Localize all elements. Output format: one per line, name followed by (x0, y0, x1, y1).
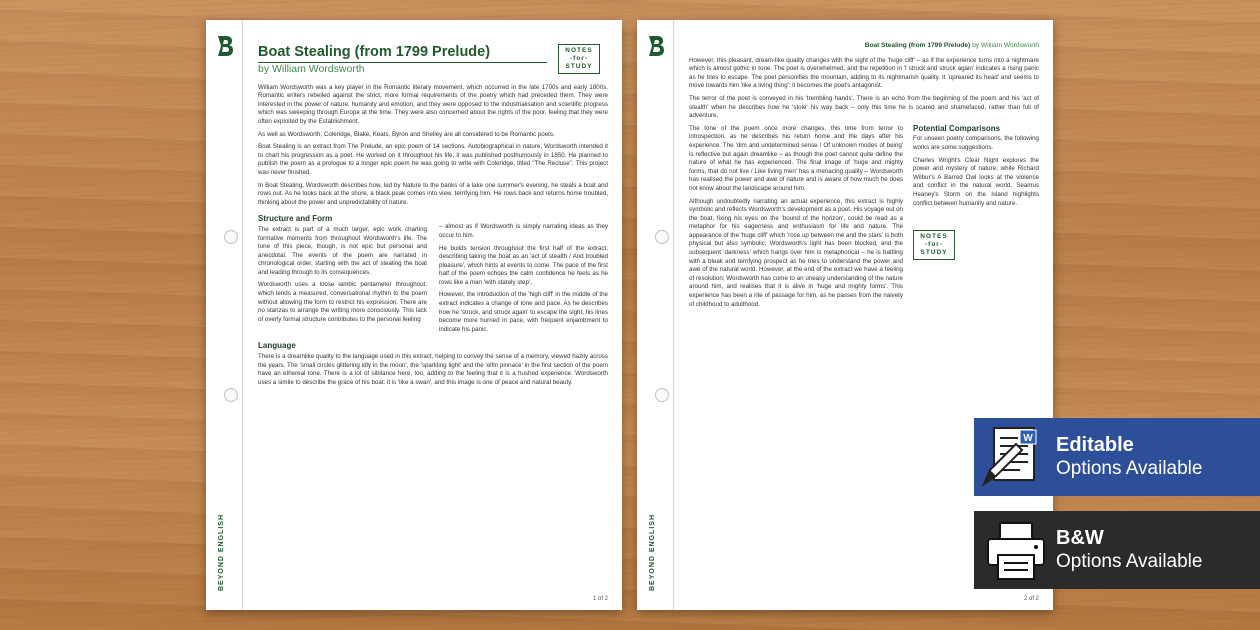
body-paragraph: However, this pleasant, dream-like quality changes with the sight of the 'huge cliff' – as if the experience turns into a nightmare which is almost gothic in tone. The poet is overwhelmed, and the repetition in 'I struck and struck again' indicates a rising panic as he tries to escape. The poet personifies the mountain, adding to its nightmarish quality. It 'upreared its head' and seems to move towards him 'like a living thing': it becomes the poet's antagonist. (689, 56, 1039, 90)
body-paragraph: There is a dreamlike quality to the language used in this extract, helping to convey the sense of a memory, viewed hazily across the years. The 'small circles glittering idly in the moon', the 'sparkling light' and the 'elfin pinnace' in the first section of the poem have an ethereal tone. There is a lot of sibilance here, too, adding to the feeling that it is a hushed experience. Wordsworth uses a simile to describe the grace of his boat: it is 'like a swan', and this image is one of peace and natural beauty. (258, 353, 608, 386)
worksheet-page-1 (206, 20, 622, 610)
body-paragraph: Charles Wright's Clear Night explores the power and mystery of nature, while Richard Wilbur's A Barred Owl looks at the violence and conflict in the natural world. Seamus Heaney's Storm on the Island highlights conflict between humanity and nature. (913, 156, 1039, 207)
body-paragraph: The terror of the poet is conveyed in his 'trembling hands'. There is an echo from the beginning of the poem and his 'act of stealth' when he describes how he 'stole' his way back – only this time he is scared and shamefaced, rather than full of adventure. (689, 94, 1039, 120)
binder-hole (224, 388, 238, 402)
beyond-logo-icon (215, 34, 235, 58)
bw-options-banner[interactable] (974, 511, 1260, 589)
section-heading: Language (258, 341, 296, 351)
running-header: Boat Stealing (from 1799 Prelude) by William Wordsworth (864, 42, 1039, 49)
notes-for-study-badge: NOTES -for- STUDY (913, 230, 955, 260)
brand-label: BEYOND ENGLISH (218, 513, 225, 591)
page-content (689, 42, 1039, 590)
right-column (439, 211, 608, 338)
body-paragraph: – almost as if Wordsworth is simply narrating ideas as they occur to him. (439, 223, 608, 239)
two-column-section (689, 125, 1039, 313)
left-column (258, 211, 427, 338)
page-sidebar (206, 20, 243, 610)
intro-paragraph: Boat Stealing is an extract from The Prelude, an epic poem of 14 sections. Autobiographical in nature, Wordsworth intended it to chart his progression as a poet. He worked on it throughout his life; it was published posthumously in 1850. He planned to publish the poem as a prologue to a longer epic poem he was going to write with Coleridge, titled "The Recluse". This project was never finished. (258, 143, 608, 176)
intro-paragraph: As well as Wordsworth, Coleridge, Blake, Keats, Byron and Shelley are all considered to be Romantic poets. (258, 130, 555, 138)
body-paragraph: Wordsworth uses a loose iambic pentameter throughout, which lends a measured, conversational rhythm to the poem without allowing the form to restrict his expression. There are no stanzas to arrange the writing more consciously. This lack of overly formal structure contributes to the personal feeling (258, 281, 427, 323)
word-document-pencil-icon (980, 422, 1052, 492)
two-column-section (258, 211, 608, 338)
body-paragraph: He builds tension throughout the first half of the extract, describing taking the boat as an 'act of stealth / And troubled pleasure', which hints at events to come. The pace of the first half of the poem echoes the calm confidence he feels as he rows like a man 'with stately step'. (439, 244, 608, 286)
left-column (689, 125, 903, 313)
page-number: 1 of 2 (592, 596, 608, 602)
intro-paragraph: In Boat Stealing, Wordsworth describes how, led by Nature to the banks of a lake one summer's evening, he steals a boat and rows out. As he looks back at the shore, a black peak comes into view, terrifying him. He rows back and returns home troubled, thinking about the power and unpredictability of nature. (258, 181, 608, 206)
right-column (913, 125, 1039, 313)
body-paragraph: For unseen poetry comparisons, the following works are some suggestions. (913, 135, 1039, 151)
binder-hole (655, 388, 669, 402)
section-heading: Potential Comparisons (913, 123, 1001, 133)
page-title: Boat Stealing (from 1799 Prelude) (258, 44, 547, 63)
author-line: by William Wordsworth (258, 63, 365, 75)
body-paragraph: The tone of the poem once more changes, this time from terror to introspection, as he describes his return home and the days after his experience. The 'dim and undetermined sense / Of unknown modes of being' is reflective but again dreamlike – as though the poet cannot quite define the nature of what he has experienced. The final image of 'huge and mighty forms, that do not live / Like living men' has a menacing quality – Wordsworth has realised the power and awe of nature and is aware of how much he does not know about the landscape around him. (689, 124, 903, 192)
page-content (258, 44, 608, 590)
binder-hole (655, 230, 669, 244)
beyond-logo-icon (646, 34, 666, 58)
page-number: 2 of 2 (1023, 596, 1039, 602)
body-paragraph: Although undoubtedly narrating an actual experience, this extract is highly symbolic and reflects Wordsworth's development as a poet. His voyage out on the boat, fixing his eyes on the 'bound of the horizon', could be read as a metaphor for his eagerness and enthusiasm for life and nature. The appearance of the 'huge cliff' which 'rose up between me and the stars' is both physical but also symbolic; Wordsworth's light has been blocked, and the subsequent 'darkness' which hangs over him is metaphorical – he is battling with a bleak and terrifying prospect as he tries to understand the power and awe of the natural world. However, at the end of the extract we have a feeling of resolution; Wordsworth has come to an uneasy understanding of the nature around him, and realises that it is alive in 'huge and mighty forms'. This experience has been a rite of passage for him, as he passes from the naivety of childhood to adulthood. (689, 197, 903, 308)
svg-text:W: W (1023, 433, 1033, 444)
banner-text: B&W Options Available (1056, 527, 1203, 572)
body-paragraph: The extract is part of a much larger, epic work charting formative moments from throughout Wordsworth's life. The tone of this piece, though, is not epic but personal and anecdotal. The events of the poem are narrated in chronological order, starting with the act of stealing the boat and leading through to its consequences. (258, 225, 427, 276)
brand-label: BEYOND ENGLISH (649, 513, 656, 591)
editable-options-banner[interactable] (974, 418, 1260, 496)
binder-hole (224, 230, 238, 244)
section-heading: Structure and Form (258, 214, 333, 224)
notes-for-study-badge: NOTES -for- STUDY (558, 44, 600, 74)
banner-text: Editable Options Available (1056, 434, 1203, 479)
printer-icon (980, 515, 1052, 585)
body-paragraph: However, the introduction of the 'high cliff' in the middle of the extract indicates a change of tone and pace. As he describes how he 'struck, and struck again' to escape the sight, his lines become more hurried in pace, with frequent enjambment to indicate his panic. (439, 291, 608, 333)
intro-paragraph: William Wordsworth was a key player in the Romantic literary movement, which occurred in the late 1700s and early 1800s. Romantic writers rebelled against the strict, more formal requirements of the poetry which had preceded them. They were interested in the power of nature, humanity and emotion, and they were opposed to the industrialisation and scientific progress which was sweeping through Europe at the time. They were also concerned about the rights of the poor, feeling that they were often exploited by the Establishment. (258, 83, 608, 125)
page-sidebar (637, 20, 674, 610)
